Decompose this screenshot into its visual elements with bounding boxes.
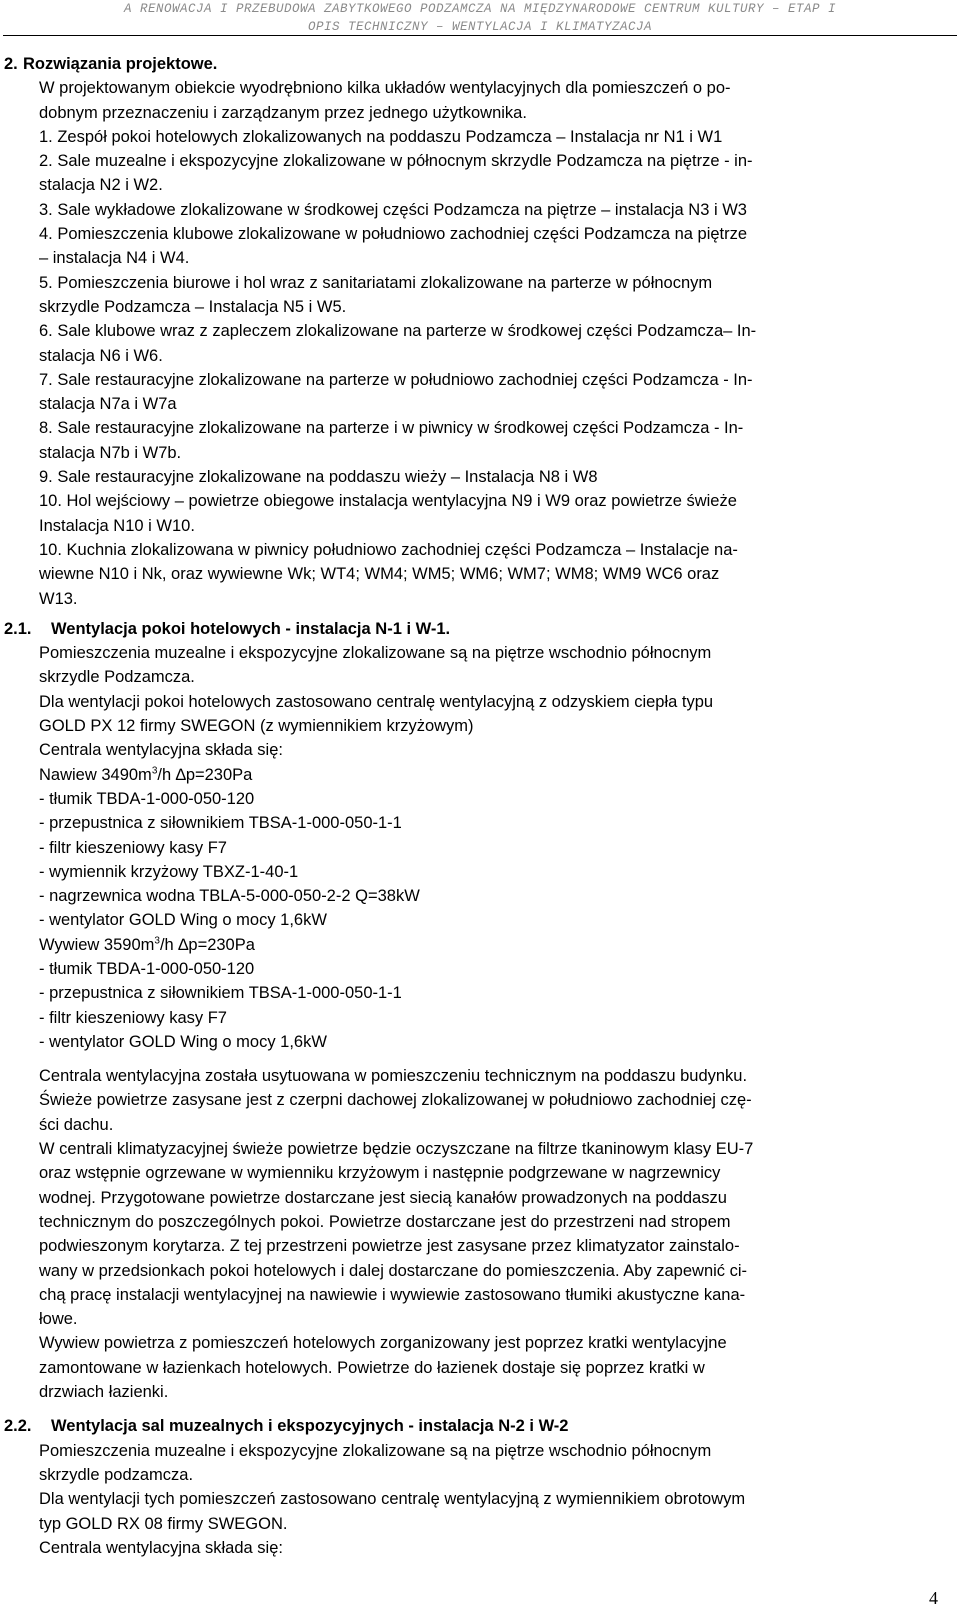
paragraph-line: chą pracę instalacji wentylacyjnej na nawiewie i wywiewie zastosowano tłumiki akustyczne kana- <box>39 1285 746 1304</box>
supply-suffix: /h ∆p=230Pa <box>157 765 253 784</box>
page-number: 4 <box>929 1588 938 1608</box>
installation-list <box>39 125 939 611</box>
section-number: 2. <box>4 55 18 73</box>
list-item: Instalacja N10 i W10. <box>39 516 195 535</box>
paragraph-line: Centrala wentylacyjna składa się: <box>39 741 283 760</box>
section-title: Wentylacja pokoi hotelowych - instalacja N-1 i W-1. <box>51 619 451 638</box>
list-item: wiewne N10 i Nk, oraz wywiewne Wk; WT4; WM4; WM5; WM6; WM7; WM8; WM9 WC6 oraz <box>39 565 720 584</box>
paragraph-line: W centrali klimatyzacyjnej świeże powietrze będzie oczyszczane na filtrze tkaninowym klasy EU-7 <box>39 1140 754 1159</box>
paragraph-line: drzwiach łazienki. <box>39 1383 169 1402</box>
paragraph-line: wodnej. Przygotowane powietrze dostarczane jest siecią kanałów prowadzonych na poddaszu <box>39 1188 727 1207</box>
component-item: - tłumik TBDA-1-000-050-120 <box>39 789 255 808</box>
paragraph-line: technicznym do poszczególnych pokoi. Powietrze dostarczane jest do przestrzeni nad stropem <box>39 1212 731 1231</box>
section-2-heading <box>4 52 939 76</box>
section-2-2-heading <box>4 1414 939 1438</box>
supply-prefix: Nawiew 3490m <box>39 765 152 784</box>
list-item: 3. Sale wykładowe zlokalizowane w środkowej części Podzamcza na piętrze – instalacja N3 i W3 <box>39 200 747 219</box>
component-item: - nagrzewnica wodna TBLA-5-000-050-2-2 Q=38kW <box>39 887 420 906</box>
list-item: 6. Sale klubowe wraz z zapleczem zlokalizowane na parterze w środkowej części Podzamcza– In- <box>39 322 757 341</box>
list-item: 2. Sale muzealne i ekspozycyjne zlokalizowane w północnym skrzydle Podzamcza na piętrze - in- <box>39 152 753 171</box>
list-item: stalacja N7a i W7a <box>39 395 177 414</box>
paragraph-line: dobnym przeznaczeniu i zarządzanym przez jednego użytkownika. <box>39 103 527 122</box>
document-body <box>4 52 939 1560</box>
list-item: 5. Pomieszczenia biurowe i hol wraz z sanitariatami zlokalizowane na parterze w północnym <box>39 273 713 292</box>
section-number: 2.2. <box>4 1417 32 1436</box>
component-item: - przepustnica z siłownikiem TBSA-1-000-050-1-1 <box>39 814 402 833</box>
list-item: skrzydle Podzamcza – Instalacja N5 i W5. <box>39 297 347 316</box>
paragraph-line: podwieszonym korytarza. Z tej przestrzeni powietrze jest zasysane przez klimatyzator zainstalo- <box>39 1237 740 1256</box>
list-item: 1. Zespół pokoi hotelowych zlokalizowanych na poddaszu Podzamcza – Instalacja nr N1 i W1 <box>39 127 723 146</box>
list-item: 4. Pomieszczenia klubowe zlokalizowane w południowo zachodniej części Podzamcza na piętrze <box>39 225 748 244</box>
component-item: - wentylator GOLD Wing o mocy 1,6kW <box>39 911 327 930</box>
component-item: - wentylator GOLD Wing o mocy 1,6kW <box>39 1032 327 1051</box>
paragraph-line: typ GOLD RX 08 firmy SWEGON. <box>39 1514 288 1533</box>
paragraph-line: wany w przedsionkach pokoi hotelowych i dalej dostarczane do pomieszczenia. Aby zapewnić ci- <box>39 1261 748 1280</box>
list-item: 10. Hol wejściowy – powietrze obiegowe instalacja wentylacyjna N9 i W9 oraz powietrze świeże <box>39 492 737 511</box>
list-item: 10. Kuchnia zlokalizowana w piwnicy południowo zachodniej części Podzamcza – Instalacje na- <box>39 540 738 559</box>
paragraph-line: łowe. <box>39 1310 78 1329</box>
paragraph-line: ści dachu. <box>39 1115 114 1134</box>
component-item: - filtr kieszeniowy kasy F7 <box>39 1008 227 1027</box>
section-number: 2.1. <box>4 619 32 638</box>
list-item: stalacja N2 i W2. <box>39 176 163 195</box>
list-item: W13. <box>39 589 78 608</box>
paragraph-line: Dla wentylacji pokoi hotelowych zastosowano centralę wentylacyjną z odzyskiem ciepła typu <box>39 692 714 711</box>
exhaust-suffix: /h ∆p=230Pa <box>159 935 255 954</box>
section-title: Wentylacja sal muzealnych i ekspozycyjnych - instalacja N-2 i W-2 <box>51 1417 569 1436</box>
section-2-1-heading <box>4 617 939 641</box>
paragraph-line: Centrala wentylacyjna została usytuowana w pomieszczeniu technicznym na poddaszu budynku. <box>39 1067 748 1086</box>
list-item: 7. Sale restauracyjne zlokalizowane na parterze w południowo zachodniej części Podzamcza - In- <box>39 370 753 389</box>
paragraph-line: Wywiew powietrza z pomieszczeń hotelowych zorganizowany jest poprzez kratki wentylacyjne <box>39 1334 727 1353</box>
paragraph-line: GOLD PX 12 firmy SWEGON (z wymiennikiem krzyżowym) <box>39 717 474 736</box>
paragraph-line: skrzydle Podzamcza. <box>39 668 195 687</box>
list-item: 8. Sale restauracyjne zlokalizowane na parterze i w piwnicy w środkowej części Podzamcza - In- <box>39 419 744 438</box>
header-rule <box>3 35 957 36</box>
paragraph-line: skrzydle podzamcza. <box>39 1465 194 1484</box>
list-item: stalacja N6 i W6. <box>39 346 163 365</box>
component-item: - tłumik TBDA-1-000-050-120 <box>39 959 255 978</box>
paragraph-line: Świeże powietrze zasysane jest z czerpni dachowej zlokalizowanej w południowo zachodniej czę- <box>39 1091 752 1110</box>
list-item: 9. Sale restauracyjne zlokalizowane na poddaszu wieży – Instalacja N8 i W8 <box>39 468 598 487</box>
paragraph-line: Pomieszczenia muzealne i ekspozycyjne zlokalizowane są na piętrze wschodnio północnym <box>39 1441 712 1460</box>
paragraph-line: oraz wstępnie ogrzewane w wymienniku krzyżowym i następnie podgrzewane w nagrzewnicy <box>39 1164 721 1183</box>
paragraph-line: Pomieszczenia muzealne i ekspozycyjne zlokalizowane są na piętrze wschodnio północnym <box>39 644 712 663</box>
supply-airflow <box>39 763 939 787</box>
paragraph-line: W projektowanym obiekcie wyodrębniono kilka układów wentylacyjnych dla pomieszczeń o po- <box>39 79 731 98</box>
section-title: Rozwiązania projektowe. <box>23 55 218 73</box>
component-item: - przepustnica z siłownikiem TBSA-1-000-050-1-1 <box>39 984 402 1003</box>
list-item: – instalacja N4 i W4. <box>39 249 190 268</box>
paragraph-line: Centrala wentylacyjna składa się: <box>39 1538 283 1557</box>
paragraph-line: Dla wentylacji tych pomieszczeń zastosowano centralę wentylacyjną z wymiennikiem obrotowym <box>39 1490 746 1509</box>
paragraph-line: zamontowane w łazienkach hotelowych. Powietrze do łazienek dostaje się poprzez kratki w <box>39 1358 705 1377</box>
running-header <box>0 0 960 36</box>
exhaust-prefix: Wywiew 3590m <box>39 935 155 954</box>
header-line-2: OPIS TECHNICZNY – WENTYLACJA I KLIMATYZACJA <box>307 20 653 34</box>
component-item: - wymiennik krzyżowy TBXZ-1-40-1 <box>39 862 299 881</box>
list-item: stalacja N7b i W7b. <box>39 443 182 462</box>
exhaust-unit-exponent: 3 <box>154 935 160 947</box>
header-line-1: A RENOWACJA I PRZEBUDOWA ZABYTKOWEGO PODZAMCZA NA MIĘDZYNARODOWE CENTRUM KULTURY – ETAP I <box>123 2 837 16</box>
component-item: - filtr kieszeniowy kasy F7 <box>39 838 227 857</box>
supply-unit-exponent: 3 <box>151 765 158 777</box>
exhaust-airflow <box>39 933 939 957</box>
